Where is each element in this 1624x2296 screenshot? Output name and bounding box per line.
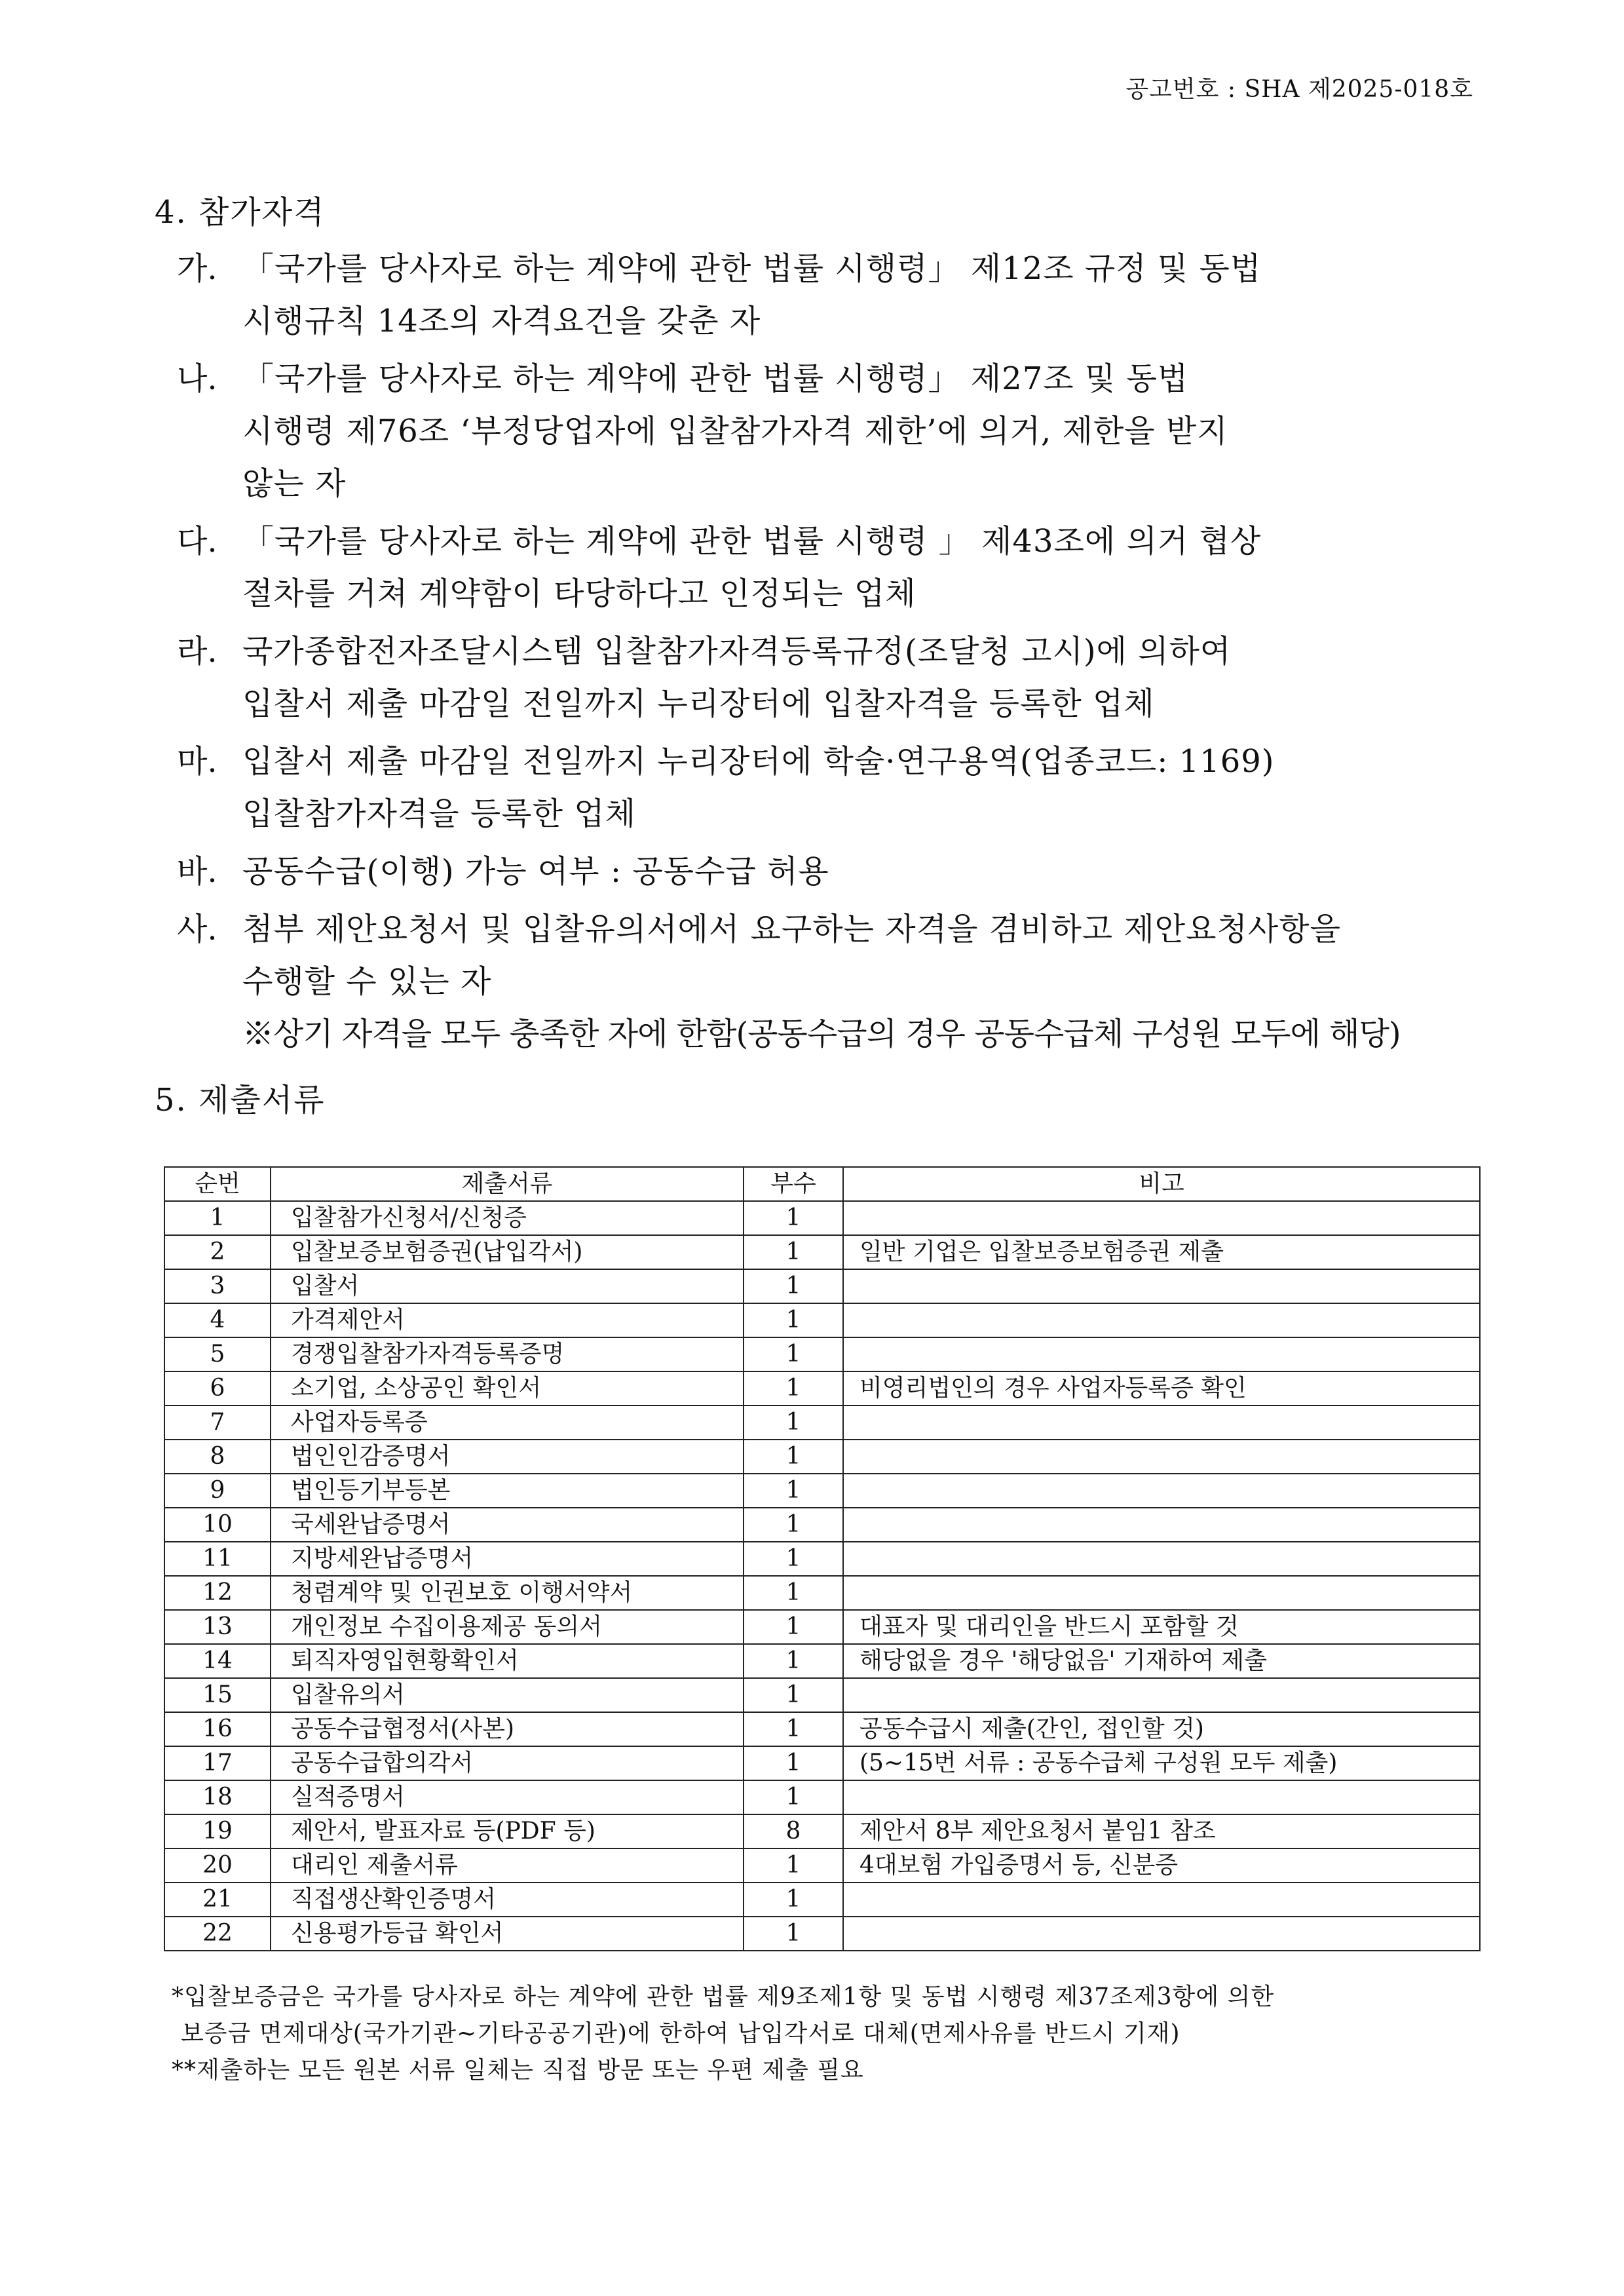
qualifications-list	[177, 242, 1481, 1065]
cell-number: 21	[164, 1883, 271, 1917]
qualification-marker: 사.	[177, 911, 217, 947]
table-row	[164, 1303, 1480, 1337]
qualification-marker: 다.	[177, 523, 217, 560]
cell-copies: 1	[744, 1235, 843, 1269]
cell-copies: 1	[744, 1440, 843, 1474]
table-row	[164, 1780, 1480, 1814]
cell-remarks	[843, 1542, 1480, 1576]
cell-number: 18	[164, 1780, 271, 1814]
cell-number: 3	[164, 1269, 271, 1303]
qualification-line: 시행령 제76조 ‘부정당업자에 입찰참가자격 제한’에 의거, 제한을 받지	[242, 413, 1228, 450]
cell-document: 법인인감증명서	[271, 1440, 744, 1474]
cell-document: 청렴계약 및 인권보호 이행서약서	[271, 1576, 744, 1610]
table-row	[164, 1406, 1480, 1440]
qualification-line: 시행규칙 14조의 자격요건을 갖춘 자	[242, 303, 761, 339]
qualification-line: 수행할 수 있는 자	[242, 963, 492, 1000]
cell-copies: 1	[744, 1746, 843, 1780]
cell-copies: 1	[744, 1406, 843, 1440]
table-row	[164, 1440, 1480, 1474]
cell-number: 14	[164, 1644, 271, 1678]
column-header-remarks: 비고	[843, 1167, 1480, 1201]
cell-copies: 1	[744, 1780, 843, 1814]
qualification-line: 첨부 제안요청서 및 입찰유의서에서 요구하는 자격을 겸비하고 제안요청사항을	[242, 911, 1341, 947]
qualification-item	[177, 515, 1481, 620]
qualification-item	[177, 845, 1481, 898]
footnote-line: 보증금 면제대상(국가기관~기타공공기관)에 한하여 납입각서로 대체(면제사유를 반드시 기재)	[181, 2020, 1180, 2047]
cell-copies: 1	[744, 1848, 843, 1883]
cell-document: 사업자등록증	[271, 1406, 744, 1440]
cell-copies: 1	[744, 1610, 843, 1644]
qualification-line: 않는 자	[242, 465, 347, 502]
cell-remarks	[843, 1303, 1480, 1337]
qualification-item	[177, 625, 1481, 730]
cell-remarks	[843, 1474, 1480, 1508]
cell-remarks: (5~15번 서류 : 공동수급체 구성원 모두 제출)	[843, 1746, 1480, 1780]
cell-copies: 1	[744, 1542, 843, 1576]
cell-document: 법인등기부등본	[271, 1474, 744, 1508]
cell-number: 22	[164, 1917, 271, 1951]
table-row	[164, 1576, 1480, 1610]
cell-document: 지방세완납증명서	[271, 1542, 744, 1576]
cell-remarks: 해당없을 경우 '해당없음' 기재하여 제출	[843, 1644, 1480, 1678]
cell-copies: 1	[744, 1371, 843, 1406]
cell-number: 15	[164, 1678, 271, 1712]
qualification-line: 「국가를 당사자로 하는 계약에 관한 법률 시행령」 제12조 규정 및 동법	[242, 250, 1262, 287]
qualification-line: ※상기 자격을 모두 충족한 자에 한함(공동수급의 경우 공동수급체 구성원 모두에 해당)	[242, 1016, 1401, 1052]
table-row	[164, 1610, 1480, 1644]
cell-number: 4	[164, 1303, 271, 1337]
qualification-line: 「국가를 당사자로 하는 계약에 관한 법률 시행령」 제27조 및 동법	[242, 360, 1189, 397]
qualification-item	[177, 353, 1481, 510]
documents-table-body	[164, 1201, 1480, 1951]
qualification-line: 절차를 거쳐 계약함이 타당하다고 인정되는 업체	[242, 575, 916, 612]
footnotes	[172, 1979, 1482, 2089]
cell-document: 신용평가등급 확인서	[271, 1917, 744, 1951]
table-row	[164, 1712, 1480, 1746]
cell-number: 9	[164, 1474, 271, 1508]
section-heading-documents: 5. 제출서류	[155, 1082, 326, 1119]
cell-document: 제안서, 발표자료 등(PDF 등)	[271, 1814, 744, 1848]
cell-document: 입찰서	[271, 1269, 744, 1303]
cell-remarks: 4대보험 가입증명서 등, 신분증	[843, 1848, 1480, 1883]
documents-table	[164, 1166, 1481, 1951]
cell-number: 17	[164, 1746, 271, 1780]
qualification-marker: 마.	[177, 743, 217, 780]
cell-number: 2	[164, 1235, 271, 1269]
footnote-line: *입찰보증금은 국가를 당사자로 하는 계약에 관한 법률 제9조제1항 및 동법 시행령 제37조제3항에 의한	[172, 1983, 1275, 2010]
cell-remarks: 제안서 8부 제안요청서 붙임1 참조	[843, 1814, 1480, 1848]
cell-copies: 1	[744, 1917, 843, 1951]
cell-number: 8	[164, 1440, 271, 1474]
cell-number: 5	[164, 1337, 271, 1371]
cell-document: 국세완납증명서	[271, 1508, 744, 1542]
cell-remarks: 비영리법인의 경우 사업자등록증 확인	[843, 1371, 1480, 1406]
cell-document: 경쟁입찰참가자격등록증명	[271, 1337, 744, 1371]
cell-number: 12	[164, 1576, 271, 1610]
column-header-copies: 부수	[744, 1167, 843, 1201]
cell-remarks	[843, 1269, 1480, 1303]
cell-document: 공동수급합의각서	[271, 1746, 744, 1780]
cell-number: 7	[164, 1406, 271, 1440]
cell-remarks	[843, 1337, 1480, 1371]
cell-copies: 1	[744, 1201, 843, 1235]
cell-document: 입찰보증보험증권(납입각서)	[271, 1235, 744, 1269]
cell-document: 대리인 제출서류	[271, 1848, 744, 1883]
cell-document: 입찰참가신청서/신청증	[271, 1201, 744, 1235]
section-heading-qualifications: 4. 참가자격	[155, 194, 326, 231]
qualification-line: 국가종합전자조달시스템 입찰참가자격등록규정(조달청 고시)에 의하여	[242, 633, 1232, 670]
qualification-line: 입찰서 제출 마감일 전일까지 누리장터에 학술·연구용역(업종코드: 1169)	[242, 743, 1275, 780]
table-row	[164, 1337, 1480, 1371]
cell-copies: 1	[744, 1269, 843, 1303]
cell-document: 개인정보 수집이용제공 동의서	[271, 1610, 744, 1644]
column-header-number: 순번	[164, 1167, 271, 1201]
cell-number: 11	[164, 1542, 271, 1576]
cell-document: 퇴직자영입현황확인서	[271, 1644, 744, 1678]
qualification-line: 공동수급(이행) 가능 여부 : 공동수급 허용	[242, 853, 829, 890]
cell-copies: 1	[744, 1678, 843, 1712]
qualification-line: 「국가를 당사자로 하는 계약에 관한 법률 시행령 」 제43조에 의거 협상	[242, 523, 1262, 560]
cell-document: 공동수급협정서(사본)	[271, 1712, 744, 1746]
cell-remarks: 일반 기업은 입찰보증보험증권 제출	[843, 1235, 1480, 1269]
cell-remarks	[843, 1406, 1480, 1440]
cell-copies: 1	[744, 1576, 843, 1610]
cell-copies: 1	[744, 1883, 843, 1917]
qualification-item	[177, 903, 1481, 1060]
table-row	[164, 1235, 1480, 1269]
cell-remarks	[843, 1917, 1480, 1951]
cell-number: 20	[164, 1848, 271, 1883]
cell-copies: 1	[744, 1508, 843, 1542]
notice-number: 공고번호 : SHA 제2025-018호	[1125, 76, 1473, 103]
table-row	[164, 1508, 1480, 1542]
cell-number: 6	[164, 1371, 271, 1406]
cell-remarks	[843, 1201, 1480, 1235]
cell-copies: 1	[744, 1712, 843, 1746]
table-row	[164, 1371, 1480, 1406]
table-row	[164, 1746, 1480, 1780]
cell-remarks: 대표자 및 대리인을 반드시 포함할 것	[843, 1610, 1480, 1644]
cell-copies: 8	[744, 1814, 843, 1848]
qualification-marker: 가.	[177, 250, 217, 287]
cell-copies: 1	[744, 1303, 843, 1337]
table-row	[164, 1917, 1480, 1951]
qualification-line: 입찰참가자격을 등록한 업체	[242, 795, 636, 832]
cell-copies: 1	[744, 1337, 843, 1371]
cell-copies: 1	[744, 1644, 843, 1678]
cell-copies: 1	[744, 1474, 843, 1508]
table-row	[164, 1883, 1480, 1917]
table-row	[164, 1542, 1480, 1576]
cell-number: 10	[164, 1508, 271, 1542]
cell-document: 입찰유의서	[271, 1678, 744, 1712]
table-row	[164, 1474, 1480, 1508]
table-row	[164, 1644, 1480, 1678]
cell-remarks	[843, 1883, 1480, 1917]
cell-remarks	[843, 1576, 1480, 1610]
cell-number: 1	[164, 1201, 271, 1235]
cell-number: 19	[164, 1814, 271, 1848]
cell-document: 가격제안서	[271, 1303, 744, 1337]
cell-number: 16	[164, 1712, 271, 1746]
qualification-marker: 라.	[177, 633, 217, 670]
footnote-line: **제출하는 모든 원본 서류 일체는 직접 방문 또는 우편 제출 필요	[172, 2057, 864, 2084]
cell-document: 실적증명서	[271, 1780, 744, 1814]
qualification-marker: 나.	[177, 360, 217, 397]
table-header-row	[164, 1167, 1480, 1201]
table-row	[164, 1269, 1480, 1303]
table-row	[164, 1814, 1480, 1848]
cell-document: 소기업, 소상공인 확인서	[271, 1371, 744, 1406]
column-header-document: 제출서류	[271, 1167, 744, 1201]
qualification-line: 입찰서 제출 마감일 전일까지 누리장터에 입찰자격을 등록한 업체	[242, 685, 1155, 722]
cell-remarks	[843, 1440, 1480, 1474]
cell-remarks	[843, 1678, 1480, 1712]
qualification-item	[177, 242, 1481, 347]
table-row	[164, 1678, 1480, 1712]
cell-remarks	[843, 1508, 1480, 1542]
cell-document: 직접생산확인증명서	[271, 1883, 744, 1917]
cell-remarks	[843, 1780, 1480, 1814]
qualification-item	[177, 735, 1481, 840]
table-row	[164, 1201, 1480, 1235]
cell-number: 13	[164, 1610, 271, 1644]
cell-remarks: 공동수급시 제출(간인, 접인할 것)	[843, 1712, 1480, 1746]
table-row	[164, 1848, 1480, 1883]
qualification-marker: 바.	[177, 853, 217, 890]
